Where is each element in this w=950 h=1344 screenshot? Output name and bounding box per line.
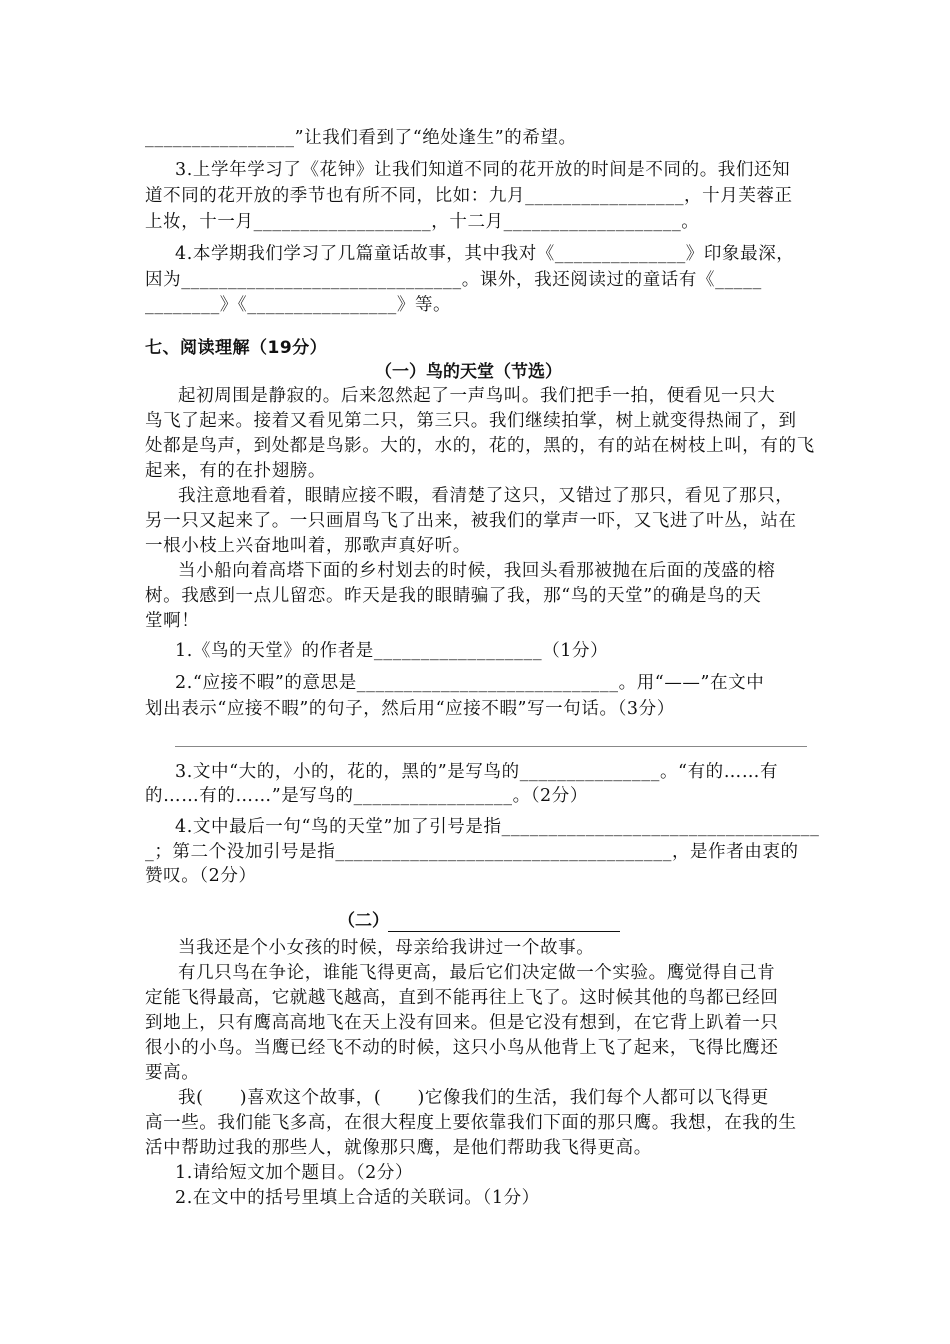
answer-line bbox=[175, 746, 807, 747]
passage-line: 我注意地看着，眼睛应接不暇，看清楚了这只，又错过了那只，看见了那只， bbox=[178, 486, 794, 506]
passage-line: 有几只鸟在争论，谁能飞得更高，最后它们决定做一个实验。鹰觉得自己肯 bbox=[178, 963, 776, 983]
passage-line: 另一只又起来了。一只画眉鸟飞了出来，被我们的掌声一吓，又飞进了叶丛，站在 bbox=[145, 511, 797, 531]
question-line: 2.“应接不暇”的意思是____________________________。用“——”在文中 bbox=[175, 673, 765, 693]
passage-line: 鸟飞了起来。接着又看见第二只，第三只。我们继续拍掌，树上就变得热闹了，到 bbox=[145, 411, 797, 431]
question-line: 划出表示“应接不暇”的句子，然后用“应接不暇”写一句话。（3分） bbox=[145, 699, 675, 719]
text-line: 因为______________________________。课外，我还阅读过的童话有《_____ bbox=[145, 270, 762, 290]
passage-line: 当小船向着高塔下面的乡村划去的时候，我回头看那被抛在后面的茂盛的榕 bbox=[178, 561, 776, 581]
question-line: _；第二个没加引号是指____________________________________，是作者由衷的 bbox=[145, 842, 799, 862]
text-line: ________________”让我们看到了“绝处逢生”的希望。 bbox=[145, 128, 577, 148]
passage-line: 树。我感到一点儿留恋。昨天是我的眼睛骗了我，那“鸟的天堂”的确是鸟的天 bbox=[145, 586, 762, 606]
question-line: 的……有的……”是写鸟的_________________。（2分） bbox=[145, 786, 588, 806]
passage-line: 处都是鸟声，到处都是鸟影。大的，水的，花的，黑的，有的站在树枝上叫，有的飞 bbox=[145, 436, 815, 456]
passage-line: 到地上，只有鹰高高地飞在天上没有回来。但是它没有想到，在它背上趴着一只 bbox=[145, 1013, 779, 1033]
passage-line: 一根小枝上兴奋地叫着，那歌声真好听。 bbox=[145, 536, 471, 556]
passage-1-title: （一）鸟的天堂（节选） bbox=[375, 362, 562, 382]
passage-line: 我( )喜欢这个故事，( )它像我们的生活，我们每个人都可以飞得更 bbox=[178, 1088, 769, 1108]
passage-line: 活中帮助过我的那些人，就像那只鹰，是他们帮助我飞得更高。 bbox=[145, 1138, 652, 1158]
text-line: 上妆，十一月___________________，十二月___________________。 bbox=[145, 212, 700, 232]
passage-line: 堂啊！ bbox=[145, 611, 200, 631]
title-blank-line bbox=[388, 931, 620, 932]
passage-line: 要高。 bbox=[145, 1063, 200, 1083]
question-3-line: 3.上学年学习了《花钟》让我们知道不同的花开放的时间是不同的。我们还知 bbox=[175, 160, 791, 180]
question-4-line: 4.本学期我们学习了几篇童话故事，其中我对《______________》印象最深， bbox=[175, 244, 795, 264]
passage-line: 很小的小鸟。当鹰已经飞不动的时候，这只小鸟从他背上飞了起来，飞得比鹰还 bbox=[145, 1038, 779, 1058]
passage-line: 起初周围是静寂的。后来忽然起了一声鸟叫。我们把手一拍，便看见一只大 bbox=[178, 386, 776, 406]
question-line: 赞叹。（2分） bbox=[145, 866, 257, 886]
passage-line: 当我还是个小女孩的时候，母亲给我讲过一个故事。 bbox=[178, 938, 595, 958]
question-line: 4.文中最后一句“鸟的天堂”加了引号是指__________________________________ bbox=[175, 817, 820, 837]
text-line: ________》《________________》等。 bbox=[145, 295, 452, 315]
passage-line: 起来，有的在扑翅膀。 bbox=[145, 461, 326, 481]
passage-line: 定能飞得最高，它就越飞越高，直到不能再往上飞了。这时候其他的鸟都已经回 bbox=[145, 988, 779, 1008]
question-line: 2.在文中的括号里填上合适的关联词。（1分） bbox=[175, 1188, 540, 1208]
question-line: 1.《鸟的天堂》的作者是__________________（1分） bbox=[175, 641, 609, 661]
text-line: 道不同的花开放的季节也有所不同，比如：九月_________________，十月芙蓉正 bbox=[145, 186, 793, 206]
section-7-heading: 七、阅读理解（19分） bbox=[145, 338, 328, 358]
passage-2-title: （二） bbox=[338, 911, 389, 931]
question-line: 1.请给短文加个题目。（2分） bbox=[175, 1163, 414, 1183]
passage-line: 高一些。我们能飞多高，在很大程度上要依靠我们下面的那只鹰。我想，在我的生 bbox=[145, 1113, 797, 1133]
question-line: 3.文中“大的，小的，花的，黑的”是写鸟的_______________。“有的……有 bbox=[175, 762, 779, 782]
